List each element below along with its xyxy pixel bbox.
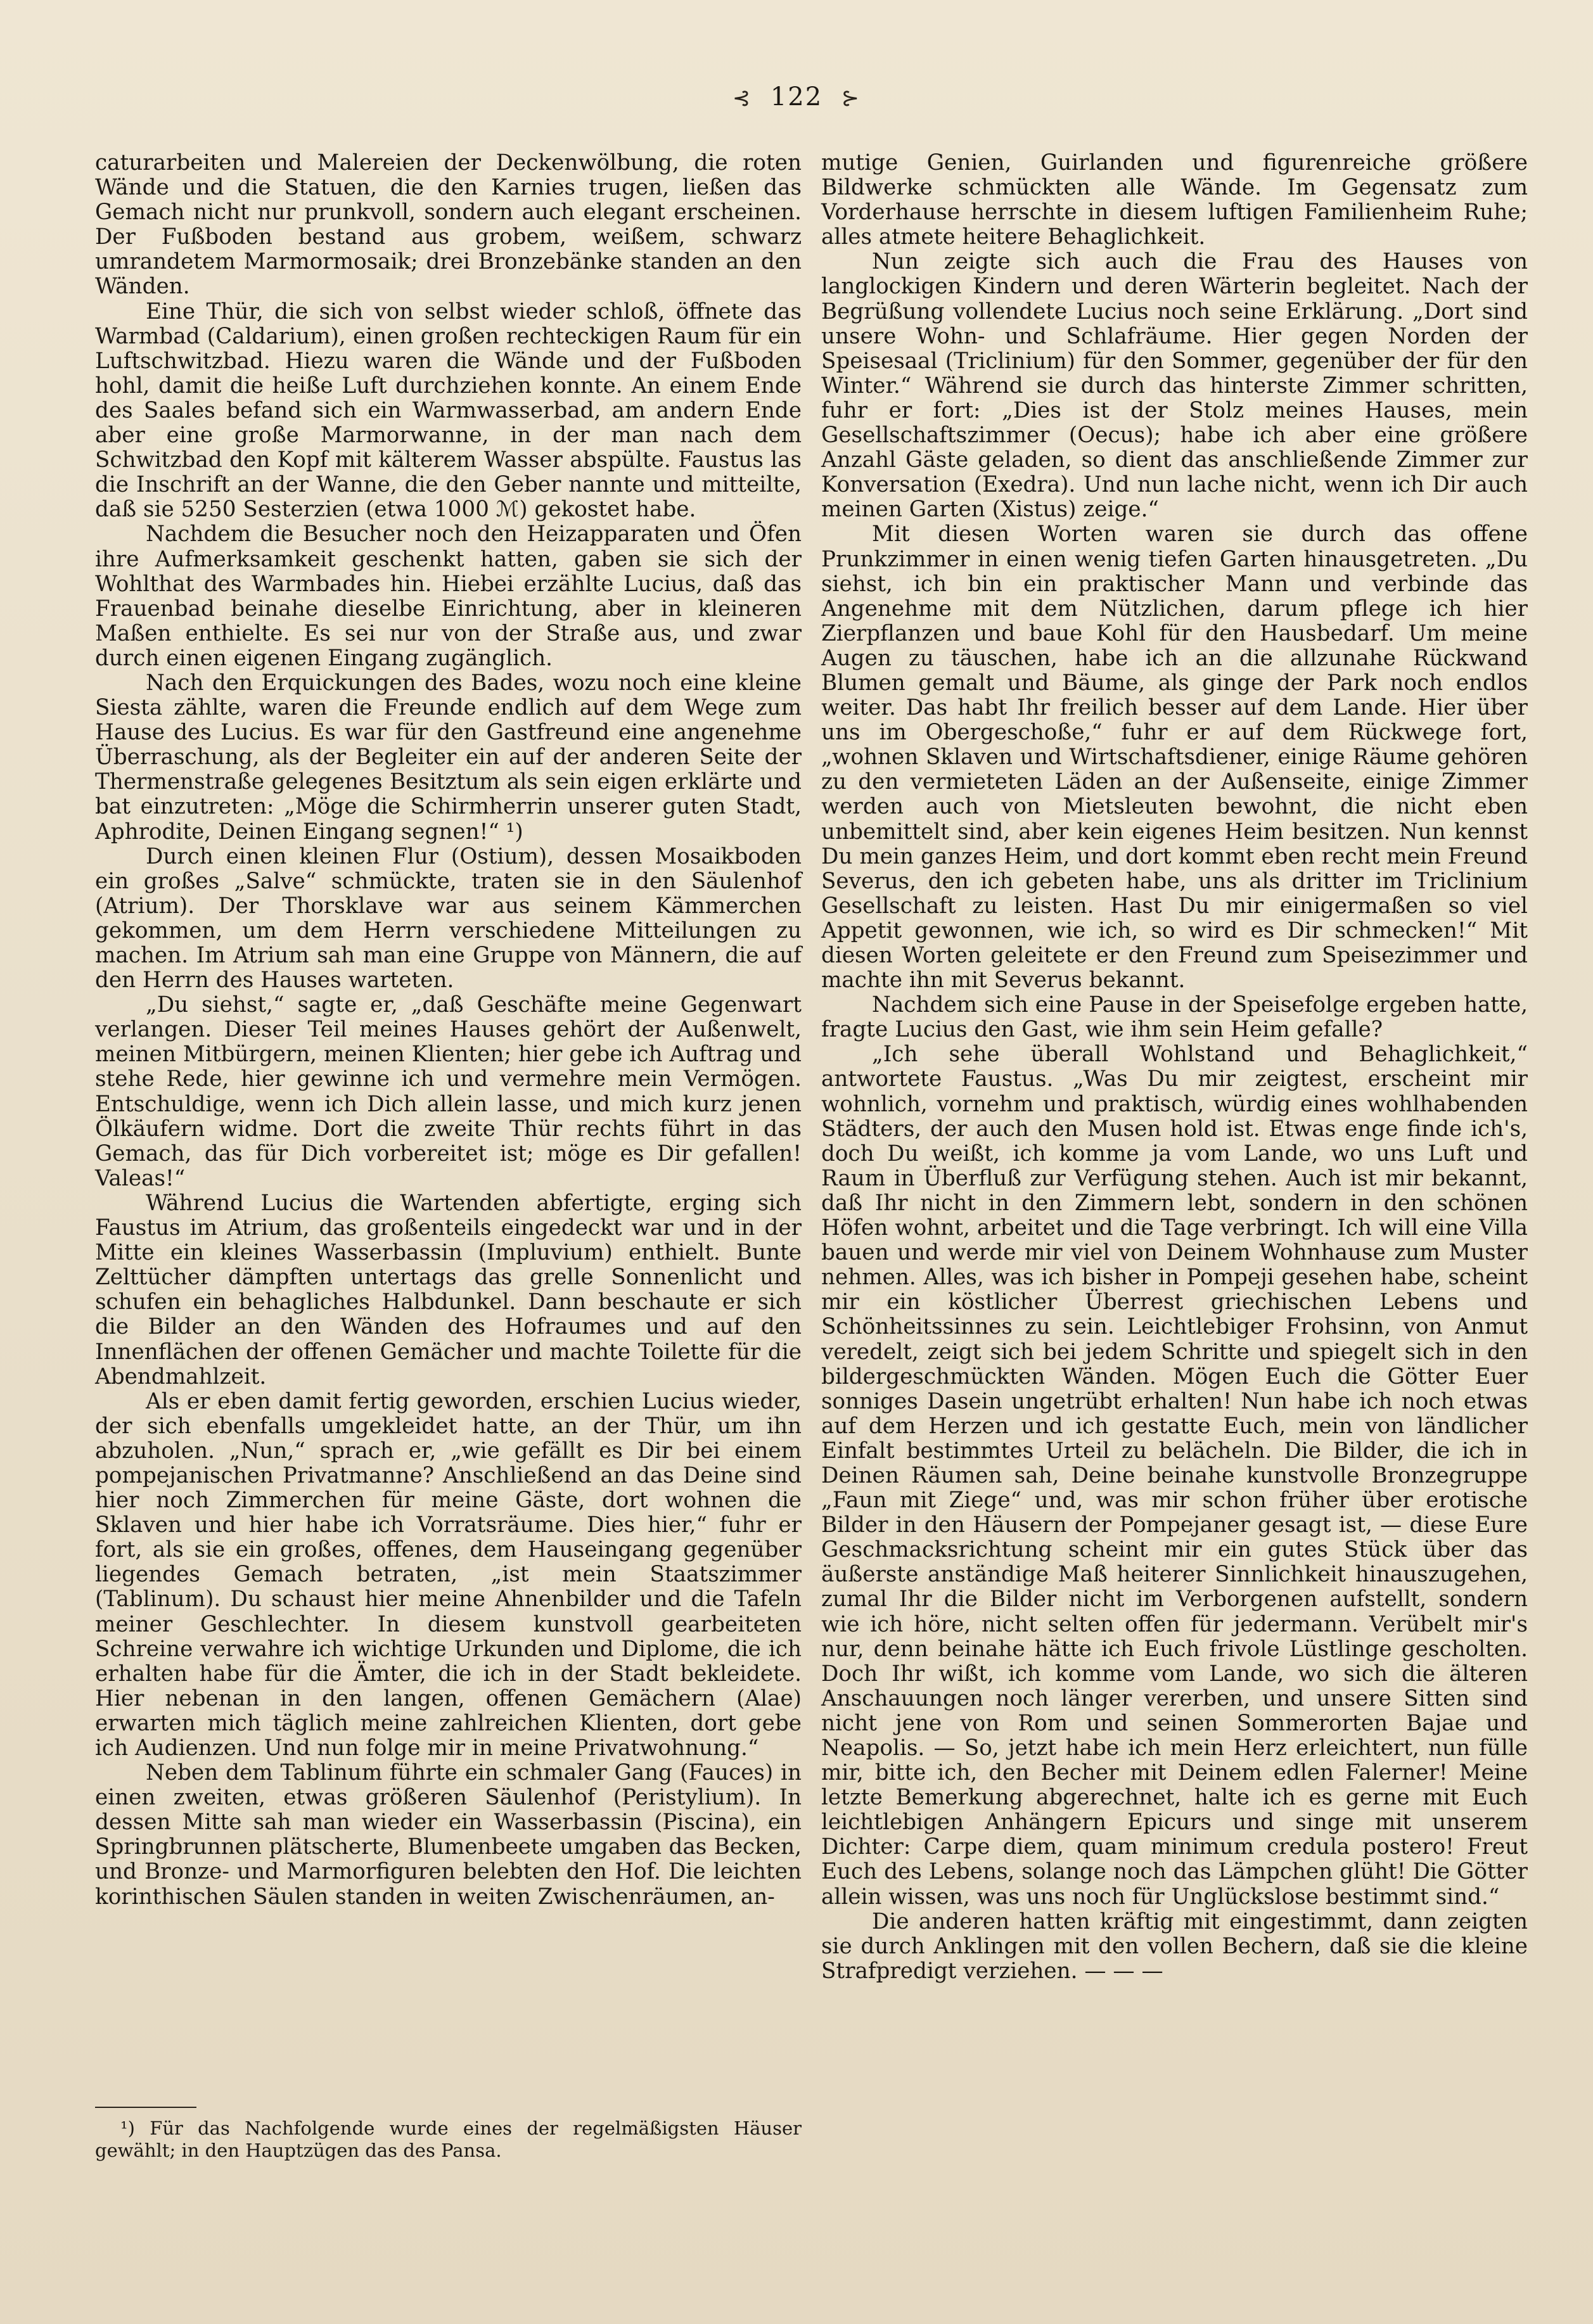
text-column-right [821, 151, 1528, 1984]
paragraph: caturarbeiten und Malereien der Deckenwölbung, die roten Wände und die Statuen, die den Karnies trugen, ließen das Gemach nicht nur prunkvoll, sondern auch elegant erscheinen. Der Fußboden bestand aus grobem, weißem, schwarz umrandetem Marmormosaik; drei Bronzebänke standen an den Wänden. [95, 150, 802, 300]
footnote-rule [95, 2107, 196, 2108]
paragraph: „Du siehst,“ sagte er, „daß Geschäfte meine Gegenwart verlangen. Dieser Teil meines Hauses gehört der Außenwelt, meinen Mitbürgern, meinen Klienten; hier gebe ich Auftrag und stehe Rede, hier gewinne ich und vermehre mein Vermögen. Entschuldige, wenn ich Dich allein lasse, und mich kurz jenen Ölkäufern widme. Dort die zweite Thür rechts führt in das Gemach, das für Dich vorbereitet ist; möge es Dir gefallen! Valeas!“ [95, 992, 802, 1191]
footnote-text: ¹) Für das Nachfolgende wurde eines der regelmäßigsten Häuser gewählt; in den Hauptzügen das des Pansa. [95, 2117, 802, 2161]
paragraph: Nachdem die Besucher noch den Heizapparaten und Öfen ihre Aufmerksamkeit geschenkt hatten, gaben sie sich der Wohlthat des Warmbades hin. Hiebei erzählte Lucius, daß das Frauenbad beinahe dieselbe Einrichtung, aber in kleineren Maßen enthielte. Es sei nur von der Straße aus, und zwar durch einen eigenen Eingang zugänglich. [95, 521, 802, 671]
page-number: 122 [770, 82, 823, 112]
paragraph: Eine Thür, die sich von selbst wieder schloß, öffnete das Warmbad (Caldarium), einen großen rechteckigen Raum für ein Luftschwitzbad. Hiezu waren die Wände und der Fußboden hohl, damit die heiße Luft durchziehen konnte. An einem Ende des Saales befand sich ein Warmwasserbad, am andern Ende aber eine große Marmorwanne, in der man nach dem Schwitzbad den Kopf mit kälterem Wasser abspülte. Faustus las die Inschrift an der Wanne, die den Geber nannte und mitteilte, daß sie 5250 Sesterzien (etwa 1000 ℳ) gekostet habe. [95, 298, 802, 523]
paragraph: Nach den Erquickungen des Bades, wozu noch eine kleine Siesta zählte, waren die Freunde endlich auf dem Wege zum Hause des Lucius. Es war für den Gastfreund eine angenehme Überraschung, als der Begleiter ein auf der anderen Seite der Thermenstraße gelegenes Besitztum als sein eigen erklärte und bat einzutreten: „Möge die Schirmherrin unserer guten Stadt, Aphrodite, Deinen Eingang segnen!“ ¹) [95, 670, 802, 845]
footnote [95, 2117, 802, 2162]
ornament-left-icon: ⊰ [732, 86, 752, 111]
ornament-right-icon: ⊱ [841, 86, 861, 111]
paragraph: mutige Genien, Guirlanden und figurenreiche größere Bildwerke schmückten alle Wände. Im Gegensatz zum Vorderhause herrschte in diesem luftigen Familienheim Ruhe; alles atmete heitere Behaglichkeit. [821, 150, 1528, 250]
paragraph: Während Lucius die Wartenden abfertigte, erging sich Faustus im Atrium, das großenteils eingedeckt war und in der Mitte ein kleines Wasserbassin (Impluvium) enthielt. Bunte Zelttücher dämpften untertags das grelle Sonnenlicht und schufen ein behagliches Halbdunkel. Dann beschaute er sich die Bilder an den Wänden des Hofraumes und auf den Innenflächen der offenen Gemächer und machte Toilette für die Abendmahlzeit. [95, 1190, 802, 1389]
paragraph: Nun zeigte sich auch die Frau des Hauses von langlockigen Kindern und deren Wärterin begleitet. Nach der Begrüßung vollendete Lucius noch seine Erklärung. „Dort sind unsere Wohn- und Schlafräume. Hier gegen Norden der Speisesaal (Triclinium) für den Sommer, gegenüber der für den Winter.“ Während sie durch das hinterste Zimmer schritten, fuhr er fort: „Dies ist der Stolz meines Hauses, mein Gesellschaftszimmer (Oecus); habe ich aber eine größere Anzahl Gäste geladen, so dient das anschließende Zimmer zur Konversation (Exedra). Und nun lache nicht, wenn ich Dir auch meinen Garten (Xistus) zeige.“ [821, 249, 1528, 523]
paragraph: „Ich sehe überall Wohlstand und Behaglichkeit,“ antwortete Faustus. „Was Du mir zeigtest, erscheint mir wohnlich, vornehm und praktisch, würdig eines wohlhabenden Städters, der auch den Musen hold ist. Etwas enge finde ich's, doch Du weißt, ich komme ja vom Lande, wo uns Luft und Raum in Überfluß zur Verfügung stehen. Auch ist mir bekannt, daß Ihr nicht in den Zimmern lebt, sondern in den schönen Höfen wohnt, arbeitet und die Tage verbringt. Ich will eine Villa bauen und werde mir viel von Deinem Wohnhause zum Muster nehmen. Alles, was ich bisher in Pompeji gesehen habe, scheint mir ein köstlicher Überrest griechischen Lebens und Schönheitssinnes zu sein. Leichtlebiger Frohsinn, von Anmut veredelt, zeigt sich bei jedem Schritte und spiegelt sich in den bildergeschmückten Wänden. Mögen Euch die Götter Euer sonniges Dasein ungetrübt erhalten! Nun habe ich noch etwas auf dem Herzen und ich gestatte Euch, mein von ländlicher Einfalt bestimmtes Urteil zu belächeln. Die Bilder, die ich in Deinen Räumen sah, Deine beinahe kunstvolle Bronzegruppe „Faun mit Ziege“ und, was mir schon früher über erotische Bilder in den Häusern der Pompejaner gesagt ist, — diese Eure Geschmacksrichtung scheint mir ein gutes Stück über das äußerste anständige Maß heiterer Sinnlichkeit hinauszugehen, zumal Ihr die Bilder nicht im Verborgenen aufstellt, sondern wie ich höre, nicht selten offen für jedermann. Verübelt mir's nur, denn beinahe hätte ich Euch frivole Lüstlinge gescholten. Doch Ihr wißt, ich komme vom Lande, wo sich die älteren Anschauungen noch länger vererben, und unsere Sitten sind nicht jene von Rom und seinen Sommerorten Bajae und Neapolis. — So, jetzt habe ich mein Herz erleichtert, nun fülle mir, bitte ich, den Becher mit Deinem edlen Falerner! Meine letzte Bemerkung abgerechnet, halte ich es gerne mit Euch leichtlebigen Anhängern Epicurs und singe mit unserem Dichter: Carpe diem, quam minimum credula postero! Freut Euch des Lebens, solange noch das Lämpchen glüht! Die Götter allein wissen, was uns noch für Unglückslose bestimmt sind.“ [821, 1042, 1528, 1910]
text-column-left [95, 151, 802, 1910]
paragraph: Mit diesen Worten waren sie durch das offene Prunkzimmer in einen wenig tiefen Garten hinausgetreten. „Du siehst, ich bin ein praktischer Mann und verbinde das Angenehme mit dem Nützlichen, darum pflege ich hier Zierpflanzen und baue Kohl für den Hausbedarf. Um meine Augen zu täuschen, habe ich an die allzunahe Rückwand Blumen gemalt und Bäume, als ginge der Park noch endlos weiter. Das habt Ihr freilich besser auf dem Lande. Hier über uns im Obergeschoße,“ fuhr er auf dem Rückwege fort, „wohnen Sklaven und Wirtschaftsdiener, einige Räume gehören zu den vermieteten Läden an der Außenseite, einige Zimmer werden auch von Mietsleuten bewohnt, die nicht eben unbemittelt sind, aber kein eigenes Heim besitzen. Nun kennst Du mein ganzes Heim, und dort kommt eben recht mein Freund Severus, den ich gebeten habe, uns als dritter im Triclinium Gesellschaft zu leisten. Hast Du mir einigermaßen so viel Appetit gewonnen, wie ich, so wird es Dir schmecken!“ Mit diesen Worten geleitete er den Freund zum Speisezimmer und machte ihn mit Severus bekannt. [821, 521, 1528, 993]
paragraph: Als er eben damit fertig geworden, erschien Lucius wieder, der sich ebenfalls umgekleidet hatte, an der Thür, um ihn abzuholen. „Nun,“ sprach er, „wie gefällt es Dir bei einem pompejanischen Privatmanne? Anschließend an das Deine sind hier noch Zimmerchen für meine Gäste, dort wohnen die Sklaven und hier habe ich Vorratsräume. Dies hier,“ fuhr er fort, als sie ein großes, offenes, dem Hauseingang gegenüber liegendes Gemach betraten, „ist mein Staatszimmer (Tablinum). Du schaust hier meine Ahnenbilder und die Tafeln meiner Geschlechter. In diesem kunstvoll gearbeiteten Schreine verwahre ich wichtige Urkunden und Diplome, die ich erhalten habe für die Ämter, die ich in der Stadt bekleidete. Hier nebenan in den langen, offenen Gemächern (Alae) erwarten mich täglich meine zahlreichen Klienten, dort gebe ich Audienzen. Und nun folge mir in meine Privatwohnung.“ [95, 1388, 802, 1761]
page-header [0, 82, 1593, 112]
paragraph: Nachdem sich eine Pause in der Speisefolge ergeben hatte, fragte Lucius den Gast, wie ihm sein Heim gefalle? [821, 992, 1528, 1043]
paragraph: Die anderen hatten kräftig mit eingestimmt, dann zeigten sie durch Anklingen mit den vollen Bechern, daß sie die kleine Strafpredigt verziehen. — — — [821, 1908, 1528, 1984]
paragraph: Durch einen kleinen Flur (Ostium), dessen Mosaikboden ein großes „Salve“ schmückte, traten sie in den Säulenhof (Atrium). Der Thorsklave war aus seinem Kämmerchen gekommen, um dem Herrn verschiedene Mitteilungen zu machen. Im Atrium sah man eine Gruppe von Männern, die auf den Herrn des Hauses warteten. [95, 843, 802, 993]
paragraph: Neben dem Tablinum führte ein schmaler Gang (Fauces) in einen zweiten, etwas größeren Säulenhof (Peristylium). In dessen Mitte sah man wieder ein Wasserbassin (Piscina), ein Springbrunnen plätscherte, Blumenbeete umgaben das Becken, und Bronze- und Marmorfiguren belebten den Hof. Die leichten korinthischen Säulen standen in weiten Zwischenräumen, an- [95, 1760, 802, 1910]
